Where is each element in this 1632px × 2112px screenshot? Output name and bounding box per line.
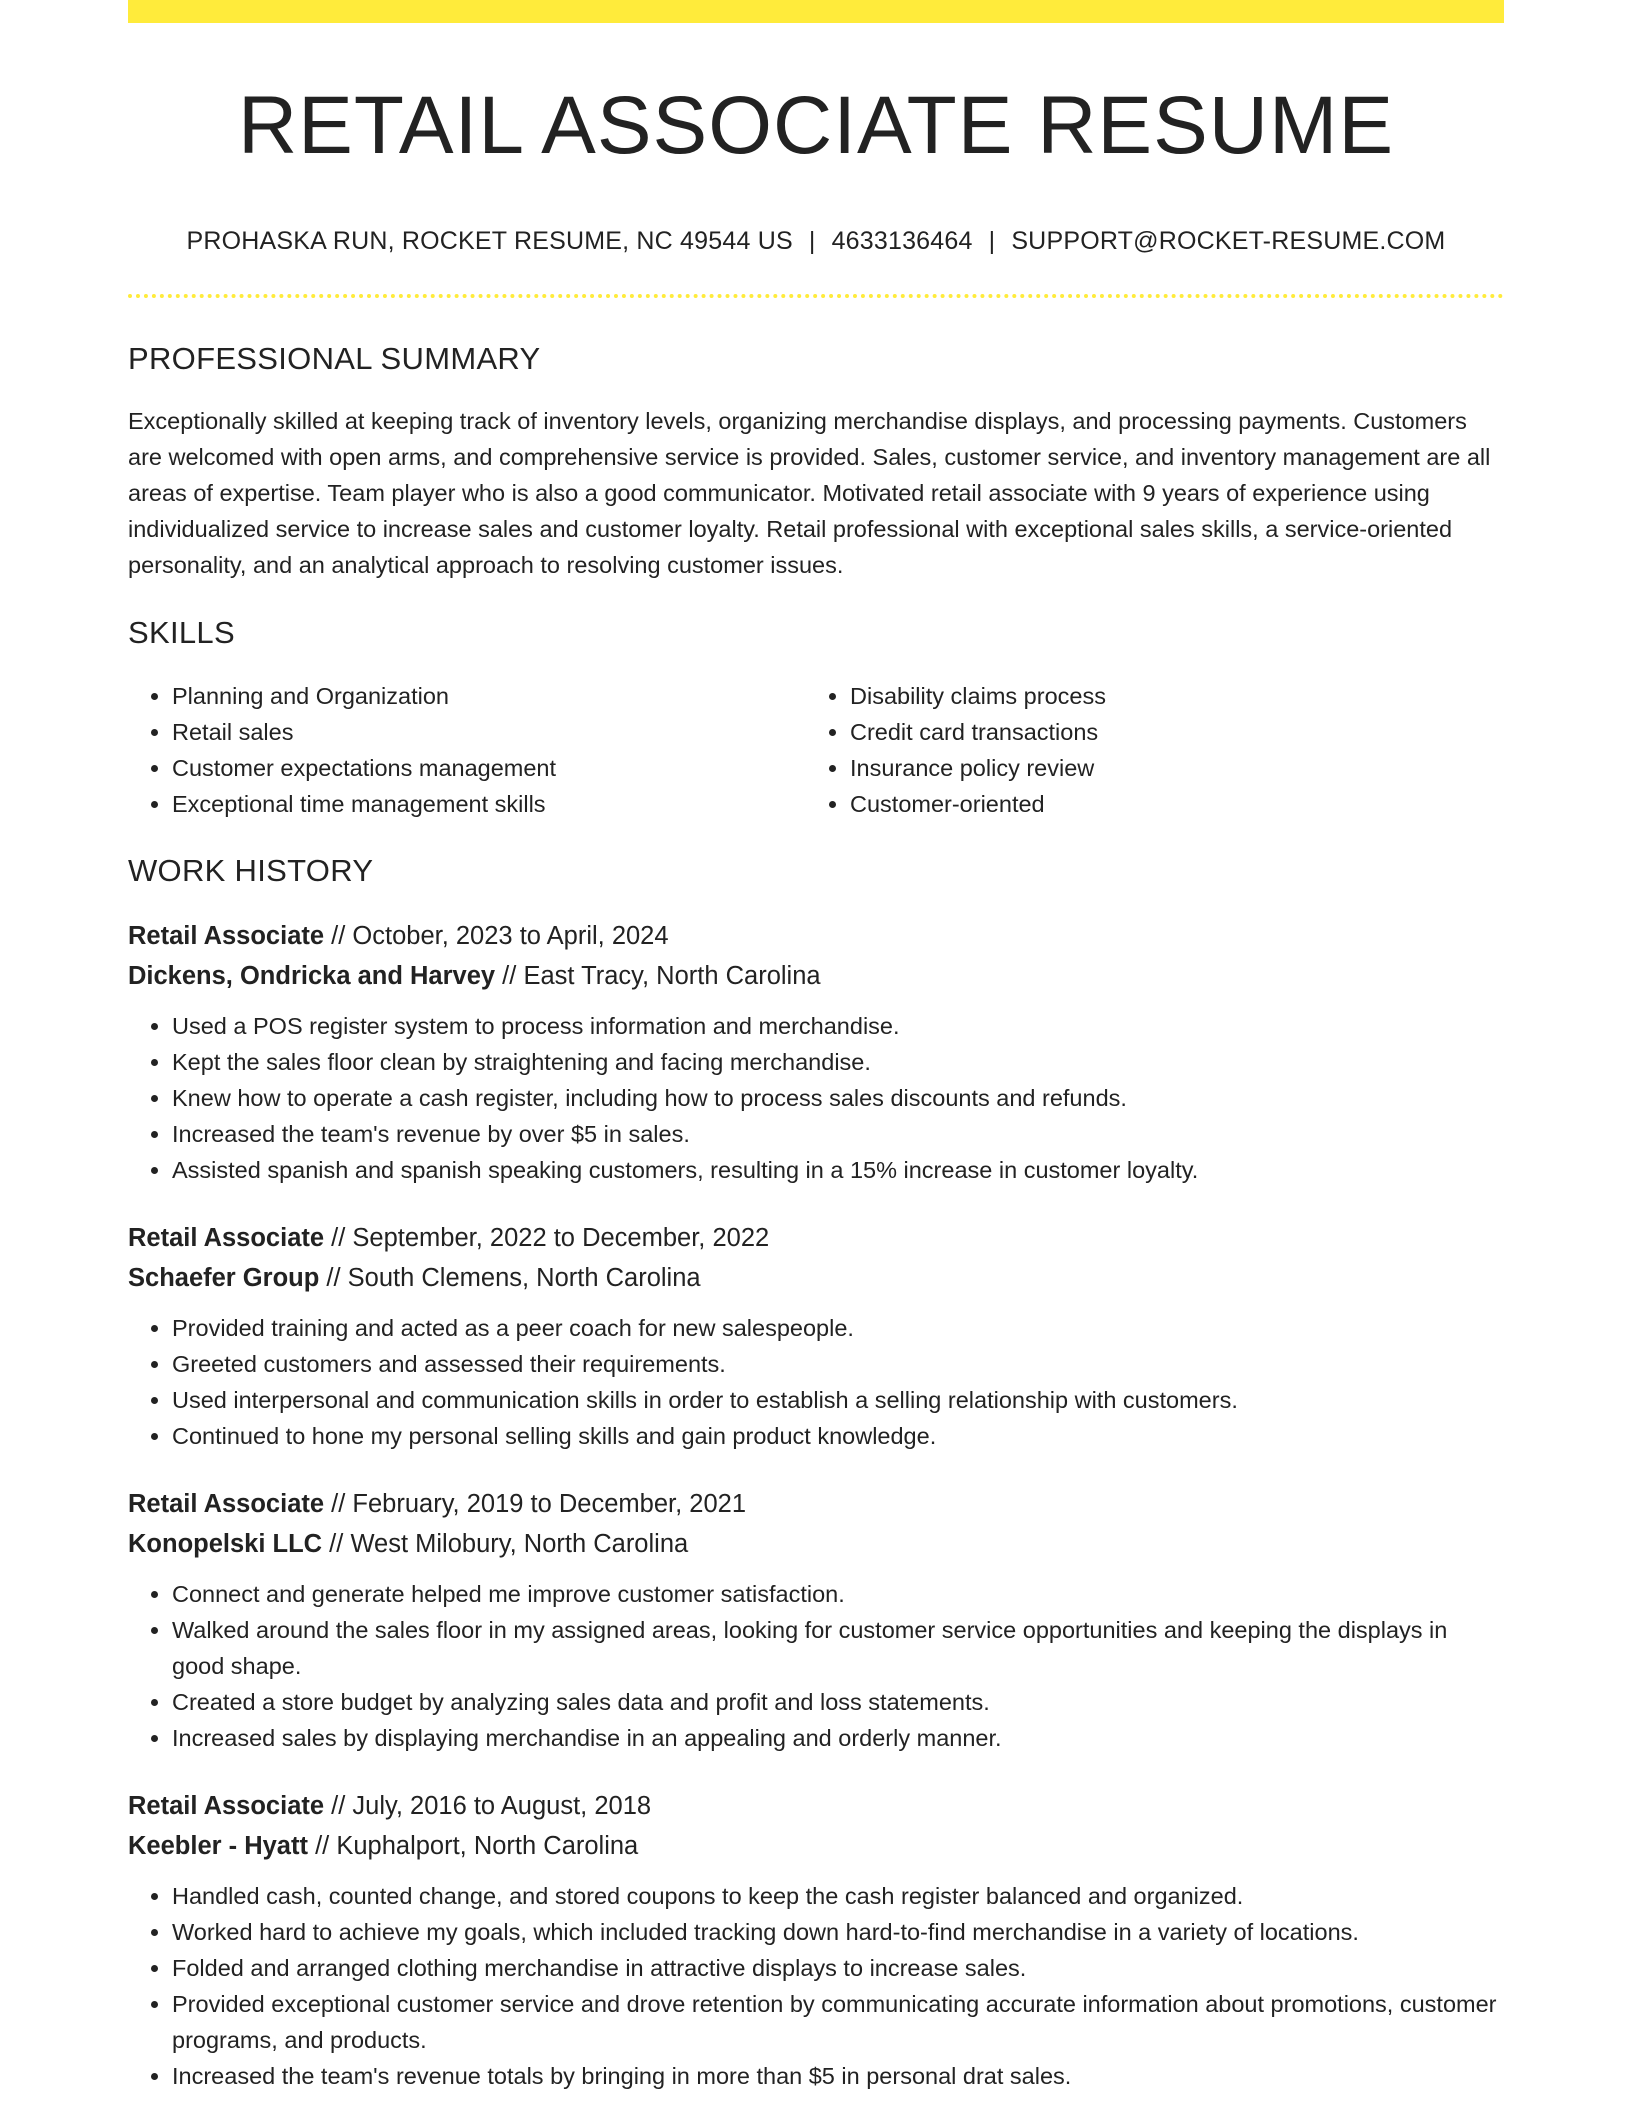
job-bullet: • Provided training and acted as a peer coach for new salespeople. bbox=[172, 1310, 1504, 1346]
job-separator: // bbox=[322, 1530, 351, 1559]
skills-column-left bbox=[128, 678, 806, 822]
job-bullets bbox=[128, 1008, 1504, 1188]
job-separator: // bbox=[495, 962, 524, 991]
job-bullet: • Continued to hone my personal selling skills and gain product knowledge. bbox=[172, 1418, 1504, 1454]
contact-phone: 4633136464 bbox=[831, 227, 973, 256]
job-bullet: • Used a POS register system to process information and merchandise. bbox=[172, 1008, 1504, 1044]
contact-separator: | bbox=[988, 227, 996, 256]
job-position: Retail Associate bbox=[128, 1490, 325, 1519]
job-bullet: • Walked around the sales floor in my assigned areas, looking for customer service opportunities and keeping the displays in good shape. bbox=[172, 1612, 1504, 1684]
summary-text: Exceptionally skilled at keeping track of inventory levels, organizing merchandise displays, and processing payments. Customers are welcomed with open arms, and comprehensive service is provided. Sales, customer service, and inventory management are all areas of expertise. Team player who is also a good communicator. Motivated retail associate with 9 years of experience using individualized service to increase sales and customer loyalty. Retail professional with exceptional sales skills, a service-oriented personality, and an analytical approach to resolving customer issues. bbox=[128, 408, 1491, 579]
job-location: East Tracy, North Carolina bbox=[523, 962, 821, 991]
job-company-line bbox=[128, 1258, 1504, 1298]
job-position: Retail Associate bbox=[128, 1792, 325, 1821]
job-bullet: • Assisted spanish and spanish speaking customers, resulting in a 15% increase in customer loyalty. bbox=[172, 1152, 1504, 1188]
skills-heading: SKILLS bbox=[128, 615, 235, 651]
job-company: Schaefer Group bbox=[128, 1264, 320, 1293]
job-entry bbox=[128, 1484, 1504, 1756]
skill-item: • Exceptional time management skills bbox=[172, 786, 806, 822]
contact-email: SUPPORT@ROCKET-RESUME.COM bbox=[1011, 227, 1446, 256]
skill-item: • Customer-oriented bbox=[850, 786, 1484, 822]
resume-title: RETAIL ASSOCIATE RESUME bbox=[237, 80, 1395, 171]
job-dates: February, 2019 to December, 2021 bbox=[352, 1490, 747, 1519]
job-separator: // bbox=[324, 922, 353, 951]
skill-item: • Disability claims process bbox=[850, 678, 1484, 714]
job-company: Dickens, Ondricka and Harvey bbox=[128, 962, 496, 991]
job-title-line bbox=[128, 916, 1504, 956]
resume-page bbox=[128, 0, 1504, 2094]
skills-column-right bbox=[806, 678, 1484, 822]
job-bullet: • Handled cash, counted change, and stored coupons to keep the cash register balanced and organized. bbox=[172, 1878, 1504, 1914]
job-title-line bbox=[128, 1786, 1504, 1826]
job-bullet: • Provided exceptional customer service and drove retention by communicating accurate information about promotions, customer programs, and products. bbox=[172, 1986, 1504, 2058]
accent-bar bbox=[128, 0, 1504, 23]
job-title-line bbox=[128, 1218, 1504, 1258]
job-company-line bbox=[128, 1826, 1504, 1866]
job-company: Konopelski LLC bbox=[128, 1530, 323, 1559]
job-location: South Clemens, North Carolina bbox=[347, 1264, 701, 1293]
job-dates: July, 2016 to August, 2018 bbox=[352, 1792, 652, 1821]
job-bullet: • Folded and arranged clothing merchandise in attractive displays to increase sales. bbox=[172, 1950, 1504, 1986]
job-bullets bbox=[128, 1878, 1504, 2094]
job-separator: // bbox=[324, 1224, 353, 1253]
work-history-heading: WORK HISTORY bbox=[128, 853, 374, 889]
job-company-line bbox=[128, 956, 1504, 996]
job-company-line bbox=[128, 1524, 1504, 1564]
job-bullet: • Increased sales by displaying merchandise in an appealing and orderly manner. bbox=[172, 1720, 1504, 1756]
skill-item: • Credit card transactions bbox=[850, 714, 1484, 750]
job-separator: // bbox=[307, 1832, 337, 1861]
job-company: Keebler - Hyatt bbox=[128, 1832, 308, 1861]
job-separator: // bbox=[324, 1490, 353, 1519]
job-position: Retail Associate bbox=[128, 1224, 325, 1253]
summary-heading: PROFESSIONAL SUMMARY bbox=[128, 341, 541, 377]
job-bullet: • Created a store budget by analyzing sales data and profit and loss statements. bbox=[172, 1684, 1504, 1720]
job-bullet: • Connect and generate helped me improve customer satisfaction. bbox=[172, 1576, 1504, 1612]
job-dates: October, 2023 to April, 2024 bbox=[352, 922, 669, 951]
job-bullet: • Kept the sales floor clean by straightening and facing merchandise. bbox=[172, 1044, 1504, 1080]
job-entry bbox=[128, 916, 1504, 1188]
job-title-line bbox=[128, 1484, 1504, 1524]
job-location: West Milobury, North Carolina bbox=[350, 1530, 689, 1559]
job-entry bbox=[128, 1786, 1504, 2094]
job-bullets bbox=[128, 1310, 1504, 1454]
job-entry bbox=[128, 1218, 1504, 1454]
job-bullet: • Increased the team's revenue totals by bringing in more than $5 in personal drat sales. bbox=[172, 2058, 1504, 2094]
contact-separator: | bbox=[808, 227, 816, 256]
job-position: Retail Associate bbox=[128, 922, 325, 951]
contact-address: PROHASKA RUN, ROCKET RESUME, NC 49544 US bbox=[186, 227, 793, 256]
job-separator: // bbox=[319, 1264, 348, 1293]
skills-list bbox=[128, 678, 1504, 822]
job-bullet: • Used interpersonal and communication skills in order to establish a selling relationship with customers. bbox=[172, 1382, 1504, 1418]
skill-item: • Retail sales bbox=[172, 714, 806, 750]
job-separator: // bbox=[324, 1792, 353, 1821]
job-bullet: • Greeted customers and assessed their requirements. bbox=[172, 1346, 1504, 1382]
job-bullet: • Increased the team's revenue by over $5 in sales. bbox=[172, 1116, 1504, 1152]
dotted-divider bbox=[128, 294, 1504, 298]
skill-item: • Planning and Organization bbox=[172, 678, 806, 714]
job-location: Kuphalport, North Carolina bbox=[336, 1832, 639, 1861]
job-bullet: • Worked hard to achieve my goals, which included tracking down hard-to-find merchandise in a variety of locations. bbox=[172, 1914, 1504, 1950]
job-bullets bbox=[128, 1576, 1504, 1756]
job-dates: September, 2022 to December, 2022 bbox=[352, 1224, 770, 1253]
skill-item: • Insurance policy review bbox=[850, 750, 1484, 786]
skill-item: • Customer expectations management bbox=[172, 750, 806, 786]
job-bullet: • Knew how to operate a cash register, including how to process sales discounts and refunds. bbox=[172, 1080, 1504, 1116]
contact-line bbox=[128, 227, 1504, 256]
